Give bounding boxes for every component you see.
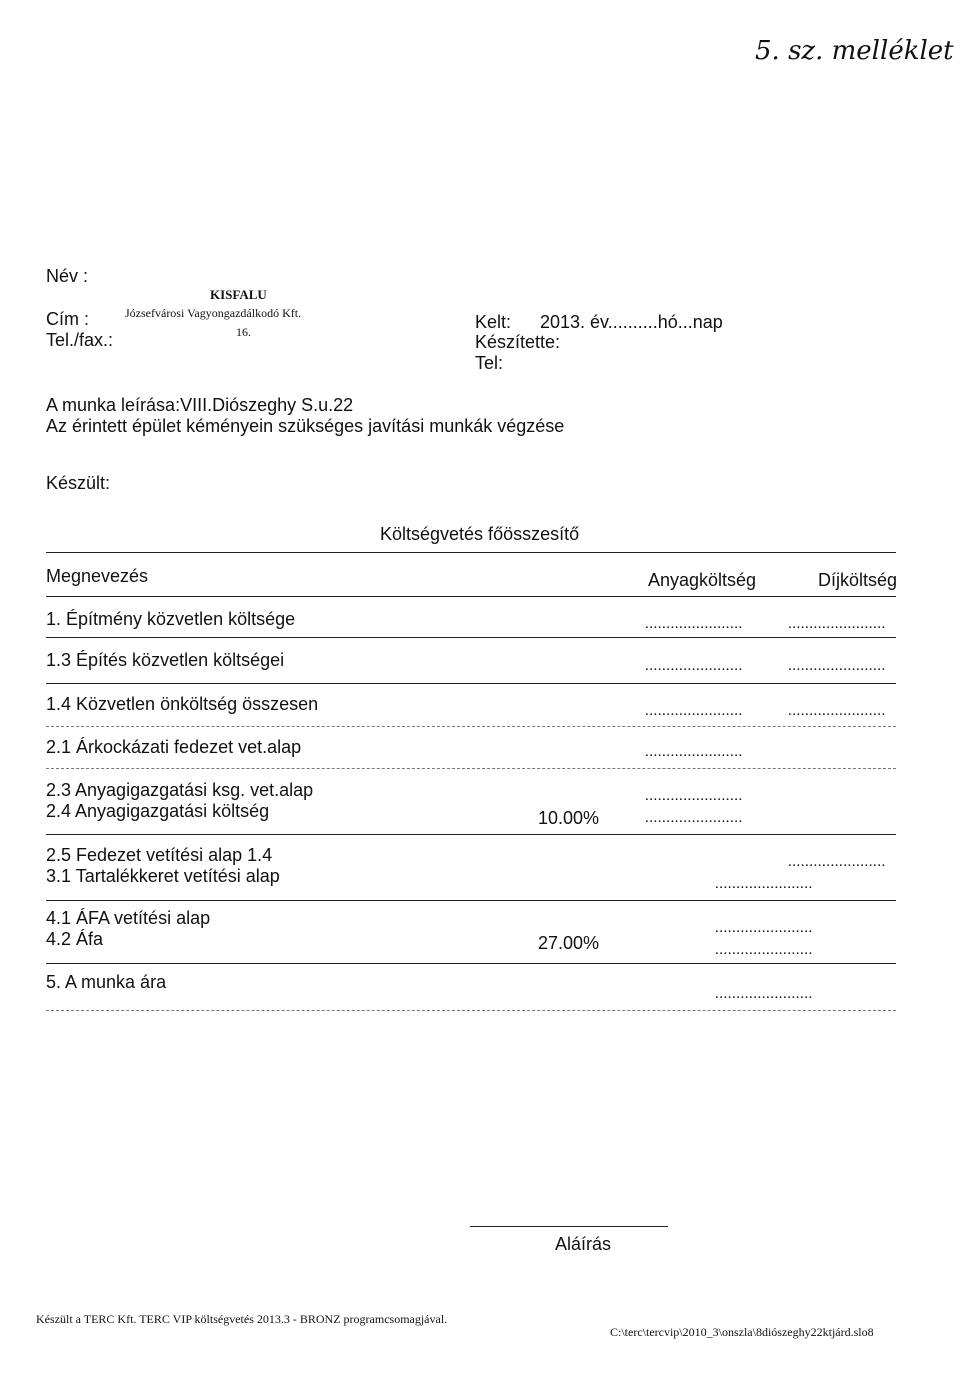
- row-42-label: 4.2 Áfa: [46, 929, 104, 949]
- tel-label: Tel:: [475, 353, 504, 373]
- col-header-fee: Díjköltség: [818, 570, 898, 590]
- row-5-value: .......................: [715, 986, 813, 1002]
- row-14-material: .......................: [645, 703, 743, 719]
- row-1-label: 1. Építmény közvetlen költsége: [46, 609, 296, 629]
- row-13-material: .......................: [645, 658, 743, 674]
- row-25-label: 2.5 Fedezet vetítési alap 1.4: [46, 845, 273, 865]
- row-41-value: .......................: [715, 920, 813, 936]
- stamp-number: 16.: [236, 325, 251, 339]
- stamp-name: KISFALU: [210, 287, 267, 302]
- row-24-material: .......................: [645, 810, 743, 826]
- row-21-label: 2.1 Árkockázati fedezet vet.alap: [46, 737, 302, 757]
- table-bottom-rule: [46, 1010, 896, 1011]
- signature-line: [470, 1226, 668, 1227]
- name-label: Név :: [46, 266, 89, 286]
- row-13-label: 1.3 Építés közvetlen költségei: [46, 650, 285, 670]
- table-top-rule: [46, 552, 896, 553]
- date-label: Kelt:: [475, 312, 512, 332]
- row-42-value: .......................: [715, 942, 813, 958]
- row-14-label: 1.4 Közvetlen önköltség összesen: [46, 694, 319, 714]
- row-1-fee: .......................: [788, 616, 886, 632]
- summary-title: Költségvetés főösszesítő: [380, 524, 580, 544]
- row-31-value: .......................: [715, 876, 813, 892]
- stamp-company: Józsefvárosi Vagyongazdálkodó Kft.: [125, 306, 302, 320]
- row-25-fee: .......................: [788, 854, 886, 870]
- row-24-rate: 10.00%: [538, 808, 600, 828]
- rule: [46, 900, 896, 901]
- rule: [46, 834, 896, 835]
- address-label: Cím :: [46, 309, 89, 329]
- row-13-fee: .......................: [788, 658, 886, 674]
- footer-file-path: C:\terc\tercvip\2010_3\onszla\8diószeghy22ktjárd.slo8: [610, 1325, 874, 1339]
- row-31-label: 3.1 Tartalékkeret vetítési alap: [46, 866, 280, 886]
- row-21-material: .......................: [645, 744, 743, 760]
- rule: [46, 963, 896, 964]
- row-1-material: .......................: [645, 616, 743, 632]
- work-subject: Az érintett épület kéményein szükséges javítási munkák végzése: [46, 416, 565, 436]
- row-23-label: 2.3 Anyagigazgatási ksg. vet.alap: [46, 780, 314, 800]
- rule: [46, 683, 896, 684]
- row-14-fee: .......................: [788, 703, 886, 719]
- row-5-label: 5. A munka ára: [46, 972, 167, 992]
- row-24-label: 2.4 Anyagigazgatási költség: [46, 801, 270, 821]
- rule: [46, 726, 896, 727]
- col-header-material: Anyagköltség: [648, 570, 757, 590]
- handwritten-note: 5. sz. melléklet: [755, 36, 954, 66]
- header-rule: [46, 596, 896, 597]
- date-value: 2013. év..........hó...nap: [540, 312, 723, 332]
- row-41-label: 4.1 ÁFA vetítési alap: [46, 908, 211, 928]
- phone-fax-label: Tel./fax.:: [46, 330, 114, 350]
- row-42-rate: 27.00%: [538, 933, 600, 953]
- footer-software-note: Készült a TERC Kft. TERC VIP költségvetés 2013.3 - BRONZ programcsomagjával.: [36, 1312, 448, 1326]
- work-description: A munka leírása:VIII.Diószeghy S.u.22: [46, 395, 354, 415]
- rule: [46, 637, 896, 638]
- prepared-by-label: Készítette:: [475, 332, 561, 352]
- row-23-material: .......................: [645, 788, 743, 804]
- rule: [46, 768, 896, 769]
- col-header-name: Megnevezés: [46, 566, 149, 586]
- prepared-for-label: Készült:: [46, 473, 111, 493]
- signature-label: Aláírás: [555, 1234, 612, 1254]
